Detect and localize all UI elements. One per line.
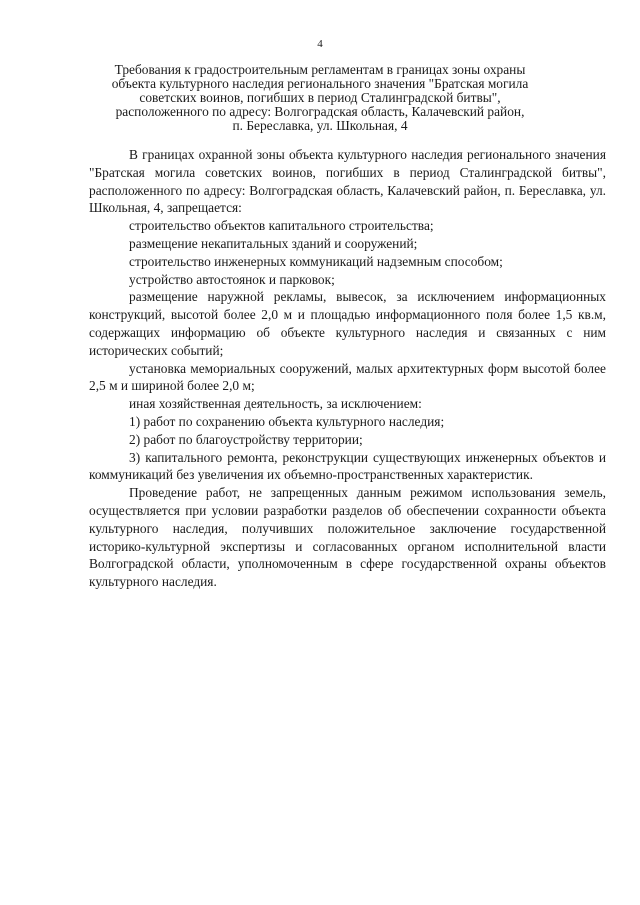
prohibition-item: строительство объектов капитального строительства;	[129, 218, 434, 234]
heading-line: п. Береславка, ул. Школьная, 4	[232, 118, 408, 133]
heading-line: объекта культурного наследия регионального значения "Братская могила	[111, 76, 529, 91]
prohibition-item: размещение некапитальных зданий и сооружений;	[129, 235, 418, 251]
prohibition-item: установка мемориальных сооружений, малых архитектурных форм высотой более 2,5 м и шириной более 2,0 м;	[89, 360, 606, 394]
heading-line: расположенного по адресу: Волгоградская область, Калачевский район,	[115, 104, 525, 119]
prohibition-item: размещение наружной рекламы, вывесок, за исключением информационных конструкций, высотой более 2,0 м и площадью информационного поля более 1,5 кв.м, содержащих информацию об объекте культурного наследия и связанных с ним исторических событий;	[89, 289, 606, 358]
document-body	[89, 146, 606, 591]
intro-paragraph: В границах охранной зоны объекта культурного наследия регионального значения "Братская могила советских воинов, погибших в период Сталинградской битвы", расположенного по адресу: Волгоградская область, Калачевский район, п. Береславка, ул. Школьная, 4, запрещается:	[89, 147, 606, 216]
prohibition-item: строительство инженерных коммуникаций надземным способом;	[129, 253, 503, 269]
prohibition-item: иная хозяйственная деятельность, за исключением:	[129, 396, 422, 412]
prohibition-item: устройство автостоянок и парковок;	[129, 271, 335, 287]
heading-line: Требования к градостроительным регламентам в границах зоны охраны	[114, 62, 526, 77]
exception-item: 3) капитального ремонта, реконструкции существующих инженерных объектов и коммуникаций без увеличения их объемно-пространственных характеристик.	[89, 449, 606, 483]
conditions-paragraph: Проведение работ, не запрещенных данным режимом использования земель, осуществляется при условии разработки разделов об обеспечении сохранности объекта культурного наследия, получивших положительное заключение государственной историко-культурной экспертизы и согласованных органом исполнительной власти Волгоградской области, уполномоченным в сфере государственной охраны объектов культурного наследия.	[89, 485, 606, 590]
document-heading	[100, 63, 540, 133]
exception-item: 1) работ по сохранению объекта культурного наследия;	[129, 413, 445, 429]
page-number: 4	[317, 38, 323, 50]
heading-line: советских воинов, погибших в период Сталинградской битвы",	[139, 90, 501, 105]
exception-item: 2) работ по благоустройству территории;	[129, 431, 363, 447]
